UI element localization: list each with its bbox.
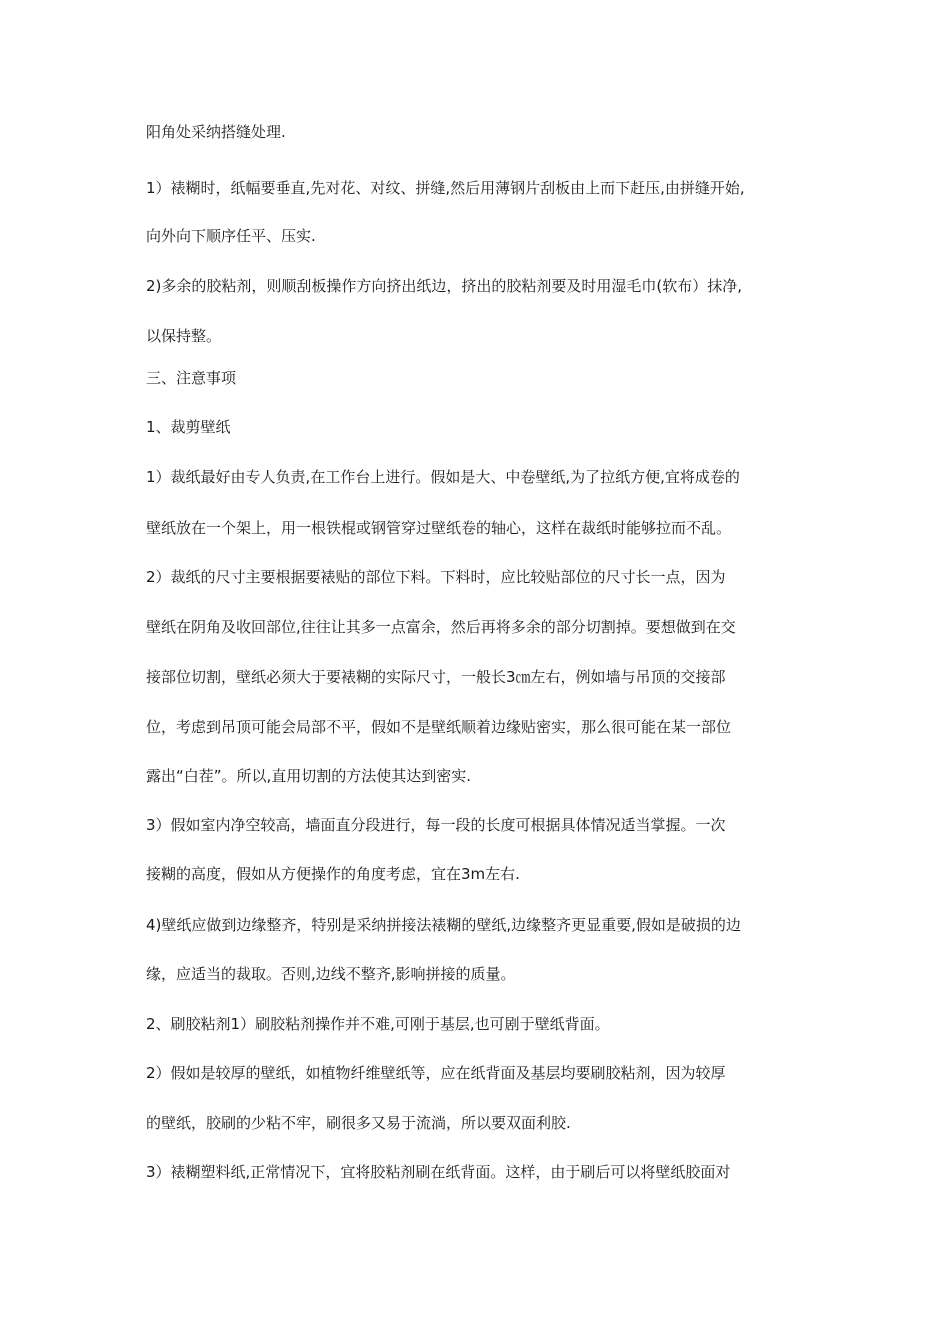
text-line: 壁纸在阴角及收回部位,往往让其多一点富余，然后再将多余的部分切割掉。要想做到在交: [146, 618, 736, 636]
text-line: 的壁纸，胶刷的少粘不牢，刷很多又易于流淌，所以要双面利胶.: [146, 1114, 571, 1132]
text-line: 1）裁纸最好由专人负责,在工作台上进行。假如是大、中卷壁纸,为了拉纸方便,宜将成卷的: [146, 468, 740, 486]
text-line: 4)壁纸应做到边缘整齐，特别是采纳拼接法裱糊的壁纸,边缘整齐更显重要,假如是破损的边: [146, 916, 741, 934]
text-line: 1）裱糊时，纸幅要垂直,先对花、对纹、拼缝,然后用薄钢片刮板由上而下赶压,由拼缝开始,: [146, 179, 745, 197]
text-line: 3）裱糊塑料纸,正常情况下，宜将胶粘剂刷在纸背面。这样，由于刷后可以将壁纸胶面对: [146, 1163, 731, 1181]
text-line: 3）假如室内净空较高，墙面直分段进行，每一段的长度可根据具体情况适当掌握。一次: [146, 816, 726, 834]
text-line: 接糊的高度，假如从方便操作的角度考虑，宜在3m左右.: [146, 865, 520, 883]
text-line: 2）裁纸的尺寸主要根据要裱贴的部位下料。下料时，应比较贴部位的尺寸长一点，因为: [146, 568, 726, 586]
text-line: 露出“白茬”。所以,直用切割的方法使其达到密实.: [146, 767, 472, 785]
subsection-heading: 1、裁剪壁纸: [146, 418, 231, 436]
text-line: 壁纸放在一个架上，用一根铁棍或钢管穿过壁纸卷的轴心，这样在裁纸时能够拉而不乱。: [146, 519, 732, 537]
text-line: 缘，应适当的裁取。否则,边线不整齐,影响拼接的质量。: [146, 965, 516, 983]
text-line: 位，考虑到吊顶可能会局部不平，假如不是壁纸顺着边缘贴密实，那么很可能在某一部位: [146, 718, 732, 736]
text-line: 以保持整。: [146, 327, 222, 345]
text-line: 2）假如是较厚的壁纸，如植物纤维壁纸等，应在纸背面及基层均要刷胶粘剂，因为较厚: [146, 1064, 726, 1082]
text-line: 2)多余的胶粘剂，则顺刮板操作方向挤出纸边，挤出的胶粘剂要及时用湿毛巾(软布）抹净,: [146, 277, 743, 295]
subsection-heading: 2、刷胶粘剂1）刷胶粘剂操作并不难,可刚于基层,也可剧于壁纸背面。: [146, 1015, 610, 1033]
section-heading: 三、注意事项: [146, 369, 237, 387]
text-line: 向外向下顺序任平、压实.: [146, 227, 316, 245]
text-line: 阳角处采纳搭缝处理.: [146, 123, 286, 141]
text-line: 接部位切割，壁纸必须大于要裱糊的实际尺寸，一般长3㎝左右，例如墙与吊顶的交接部: [146, 668, 726, 686]
